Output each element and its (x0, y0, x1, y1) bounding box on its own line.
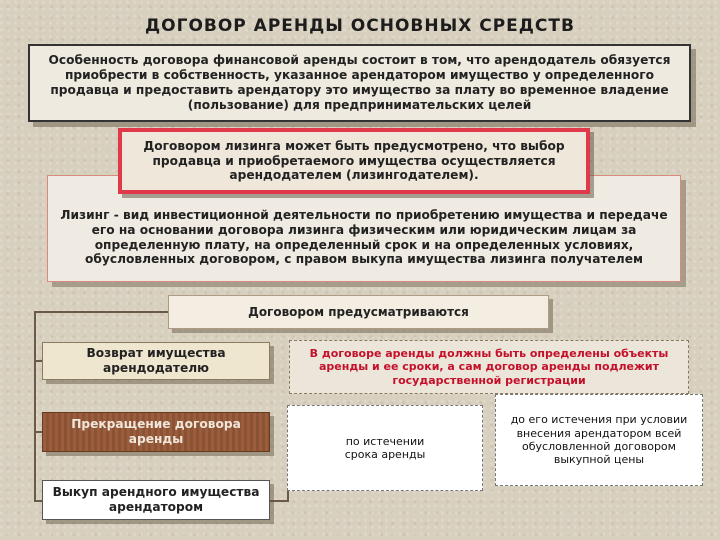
provided-header-text: Договором предусматриваются (248, 304, 469, 319)
buyout-case-text: до его истечения при условии внесения арендатором всей обусловленной договором выкупной цены (510, 413, 688, 467)
page-title: ДОГОВОР АРЕНДЫ ОСНОВНЫХ СРЕДСТВ (145, 16, 575, 36)
connector-return (34, 360, 42, 362)
leasing-note-box (118, 128, 590, 194)
buyout-case-box (495, 394, 703, 486)
option-label: Возврат имущества арендодателю (86, 346, 226, 375)
option-buyout-property (42, 480, 270, 520)
connector-buyout-right (270, 500, 288, 502)
connector-top-horizontal (34, 311, 168, 313)
registration-note-box (289, 340, 689, 394)
option-label: Прекращение договора аренды (71, 417, 241, 446)
option-return-property (42, 342, 270, 380)
registration-note-text: В договоре аренды должны быть определены объекты аренды и ее сроки, а сам договор аренды подлежит государственной регистрации (309, 346, 669, 387)
definition-text: Особенность договора финансовой аренды состоит в том, что арендодатель обязуется приобрести в собственность, указанное арендатором имущество у определенного продавца и предоставить арендатору это имущество за плату во временное владение (пользование) для предпринимательских целей (48, 53, 671, 112)
termination-case-box (287, 405, 483, 491)
leasing-definition-text: Лизинг - вид инвестиционной деятельности по приобретению имущества и передаче его на основании договора лизинга физическим или юридическим лицам за определенную плату, на определенный срок и на определенных условиях, обусловленных договором, с правом выкупа имущества лизинга получателем (60, 207, 668, 267)
connector-buyout (34, 500, 42, 502)
connector-termination (34, 431, 42, 433)
provided-header-box (168, 295, 549, 329)
connector-left-vertical (34, 312, 36, 502)
definition-box (28, 44, 691, 122)
termination-case-text: по истечении срока аренды (344, 434, 426, 461)
leasing-note-text: Договором лизинга может быть предусмотрено, что выбор продавца и приобретаемого имущества осуществляется арендодателем (лизингодателем). (143, 138, 565, 183)
connector-buyout-up (287, 491, 289, 502)
option-terminate-contract (42, 412, 270, 452)
option-label: Выкуп арендного имущества арендатором (52, 485, 260, 514)
